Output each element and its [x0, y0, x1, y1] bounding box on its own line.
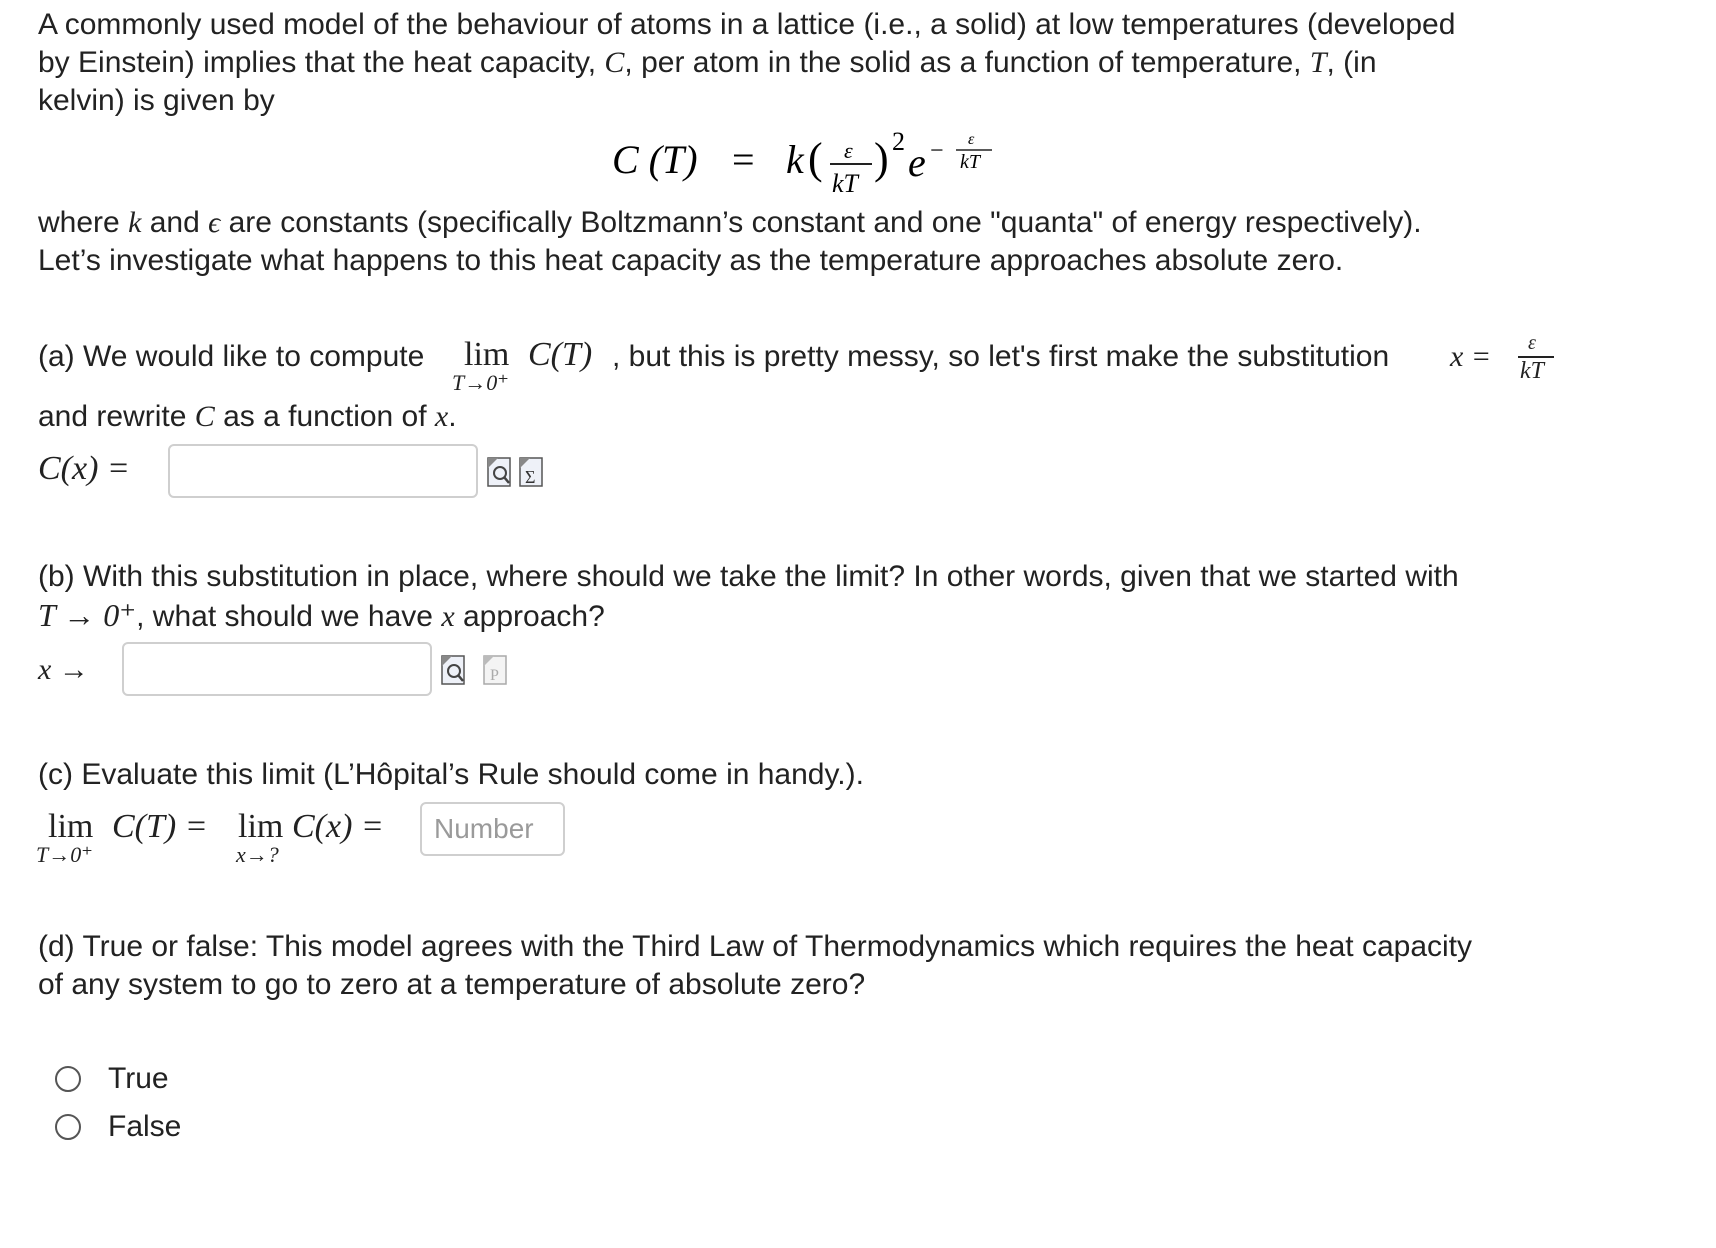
intro-line-3: kelvin) is given by: [38, 84, 275, 117]
text: (a) We would like to compute: [38, 340, 425, 373]
formula-exp2: 2: [892, 127, 905, 156]
formula-eps: ε: [844, 138, 853, 163]
text: and rewrite: [38, 400, 187, 433]
var-C: C: [194, 400, 215, 433]
part-a-lim-sub: T→0⁺: [452, 370, 509, 395]
formula-rparen: ): [874, 134, 889, 183]
text: approach?: [462, 600, 605, 633]
var-C: C: [604, 46, 625, 79]
part-c-expr-2: C(x) =: [292, 808, 384, 845]
part-b-answer-label: x →: [38, 653, 89, 686]
formula-minus: −: [930, 138, 944, 164]
var-T: T: [1309, 46, 1327, 79]
radio-true-label[interactable]: True: [108, 1062, 169, 1095]
radio-false-label[interactable]: False: [108, 1110, 182, 1143]
intro-line-1: A commonly used model of the behaviour of atoms in a lattice (i.e., a solid) at low temperatures (developed: [38, 8, 1456, 41]
intro-text: by Einstein) implies that the heat capacity,: [38, 46, 597, 79]
math-T-to-0: T → 0⁺: [38, 597, 137, 633]
part-c-lim-1: lim: [48, 808, 94, 845]
part-a-prompt-cont: , but this is pretty messy, so let's first make the substitution: [612, 340, 1390, 373]
part-a-lim: lim: [464, 336, 510, 373]
intro-text: , (in: [1326, 46, 1377, 79]
part-d-line-2: of any system to go to zero at a temperature of absolute zero?: [38, 968, 866, 1001]
part-c-lim-2: lim: [238, 808, 284, 845]
part-a-expr: C(T): [528, 336, 593, 373]
var-x: x: [441, 600, 455, 633]
formula-k: k: [786, 137, 804, 182]
svg-text:P: P: [490, 667, 499, 684]
part-c-expr-1: C(T) =: [112, 808, 208, 845]
formula-lhs: C (T): [612, 137, 698, 182]
radio-false[interactable]: [55, 1114, 81, 1140]
part-a-line-2: [38, 396, 457, 438]
constants-line: [38, 202, 1422, 244]
part-c-line-1: (c) Evaluate this limit (L’Hôpital’s Rule should come in handy.).: [38, 758, 864, 791]
part-a-prompt: [38, 336, 424, 378]
formula-exp-eps: ε: [968, 131, 975, 148]
part-a-answer-label: C(x) =: [38, 450, 130, 487]
preview-icon[interactable]: [440, 654, 468, 688]
text: .: [448, 400, 457, 433]
part-c-lim-2-sub: x→?: [236, 842, 279, 867]
text: and: [149, 206, 200, 239]
formula-e: e: [908, 140, 926, 185]
intro-line-2: [38, 42, 1377, 84]
var-x: x: [434, 400, 449, 433]
part-a-frac-num: ε: [1528, 332, 1536, 354]
palette-icon[interactable]: [482, 654, 510, 688]
text: as a function of: [223, 400, 427, 433]
part-d-line-1: (d) True or false: This model agrees with the Third Law of Thermodynamics which requires the heat capacity: [38, 930, 1473, 963]
text: , what should we have: [136, 600, 433, 633]
var-k: k: [128, 206, 142, 239]
part-a-answer-input[interactable]: [168, 444, 478, 498]
svg-text:Σ: Σ: [525, 467, 536, 487]
text: where: [38, 206, 120, 239]
heat-capacity-formula: [600, 118, 1020, 208]
part-b-answer-input[interactable]: [122, 642, 432, 696]
formula-lparen: (: [808, 134, 823, 183]
formula-exp-kT: kT: [960, 151, 980, 173]
var-epsilon: ϵ: [208, 206, 221, 239]
formula-equals: =: [732, 137, 755, 182]
part-a-x-eq: x =: [1450, 340, 1492, 373]
formula-kT: kT: [832, 169, 858, 198]
intro-text: , per atom in the solid as a function of temperature,: [624, 46, 1302, 79]
text: are constants (specifically Boltzmann’s constant and one "quanta" of energy respectively).: [228, 206, 1422, 239]
radio-true[interactable]: [55, 1066, 81, 1092]
part-b-line-1: (b) With this substitution in place, where should we take the limit? In other words, given that we started with: [38, 560, 1459, 593]
investigate-line: Let’s investigate what happens to this heat capacity as the temperature approaches absolute zero.: [38, 244, 1344, 277]
preview-icon[interactable]: [486, 456, 514, 490]
part-c-number-input[interactable]: Number: [420, 802, 565, 856]
part-b-line-2: [38, 594, 605, 638]
part-c-lim-1-sub: T→0⁺: [36, 842, 93, 867]
part-a-frac-den: kT: [1520, 358, 1544, 384]
equation-editor-icon[interactable]: [518, 456, 546, 490]
